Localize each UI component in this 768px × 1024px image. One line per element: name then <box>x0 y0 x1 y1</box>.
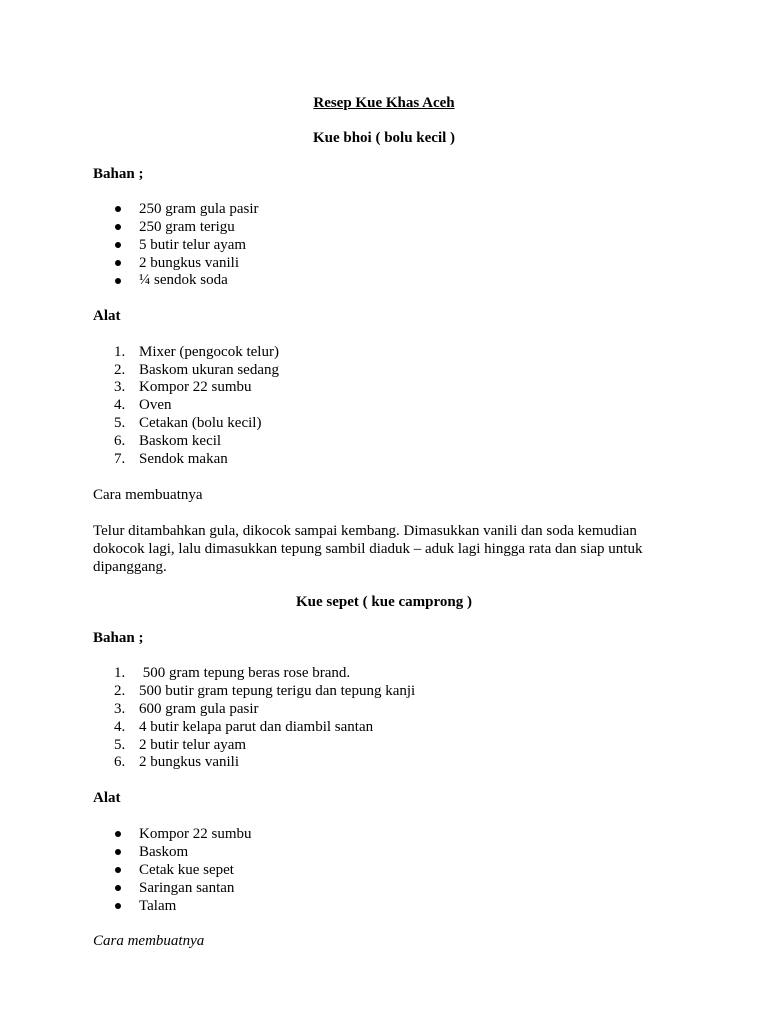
list-item: 500 butir gram tepung terigu dan tepung kanji <box>139 683 416 699</box>
bullet-icon <box>115 867 121 873</box>
list-number: 2. <box>114 362 126 378</box>
list-item: 600 gram gula pasir <box>139 701 259 717</box>
list-number: 7. <box>114 451 126 467</box>
bullet-icon <box>115 224 121 230</box>
recipe2-bahan-heading: Bahan ; <box>93 630 144 646</box>
list-item: 2 butir telur ayam <box>139 737 247 753</box>
list-item: Baskom <box>139 844 189 860</box>
list-item: 5 butir telur ayam <box>139 237 247 253</box>
list-number: 1. <box>114 665 126 681</box>
bullet-icon <box>115 831 121 837</box>
bullet-icon <box>115 206 121 212</box>
list-item: 250 gram gula pasir <box>139 201 259 217</box>
list-number: 1. <box>114 344 126 360</box>
list-number: 4. <box>114 397 126 413</box>
list-number: 6. <box>114 433 126 449</box>
bullet-icon <box>115 242 121 248</box>
bullet-icon <box>115 885 121 891</box>
bullet-icon <box>115 903 121 909</box>
recipe1-bahan-heading: Bahan ; <box>93 166 144 182</box>
list-item: Mixer (pengocok telur) <box>139 344 279 360</box>
document-title: Resep Kue Khas Aceh <box>313 95 455 111</box>
list-item: Cetak kue sepet <box>139 862 234 878</box>
list-item: Saringan santan <box>139 880 235 896</box>
paragraph-line: dipanggang. <box>93 559 167 575</box>
list-number: 3. <box>114 379 126 395</box>
paragraph-line: dokocok lagi, lalu dimasukkan tepung sambil diaduk – aduk lagi hingga rata dan siap untuk <box>93 541 643 557</box>
list-item: Kompor 22 sumbu <box>139 379 252 395</box>
list-item: 500 gram tepung beras rose brand. <box>139 665 351 681</box>
list-item: Sendok makan <box>139 451 228 467</box>
list-number: 3. <box>114 701 126 717</box>
list-item: Cetakan (bolu kecil) <box>139 415 262 431</box>
bullet-icon <box>115 278 121 284</box>
list-item: Baskom kecil <box>139 433 222 449</box>
list-item: Oven <box>139 397 172 413</box>
recipe2-name: Kue sepet ( kue camprong ) <box>296 594 472 610</box>
list-item: Baskom ukuran sedang <box>139 362 279 378</box>
list-item: 2 bungkus vanili <box>139 754 239 770</box>
bullet-icon <box>115 260 121 266</box>
list-number: 5. <box>114 737 126 753</box>
list-item: ¼ sendok soda <box>139 272 228 288</box>
list-item: 250 gram terigu <box>139 219 235 235</box>
list-number: 4. <box>114 719 126 735</box>
list-item: Talam <box>139 898 177 914</box>
paragraph-line: Telur ditambahkan gula, dikocok sampai kembang. Dimasukkan vanili dan soda kemudian <box>93 523 637 539</box>
recipe2-alat-heading: Alat <box>93 790 121 806</box>
list-item: Kompor 22 sumbu <box>139 826 252 842</box>
recipe2-cara-heading: Cara membuatnya <box>93 933 205 949</box>
recipe1-cara-paragraph <box>93 522 683 576</box>
list-number: 2. <box>114 683 126 699</box>
recipe1-name: Kue bhoi ( bolu kecil ) <box>312 130 456 146</box>
list-number: 6. <box>114 754 126 770</box>
list-item: 4 butir kelapa parut dan diambil santan <box>139 719 374 735</box>
list-item: 2 bungkus vanili <box>139 255 239 271</box>
recipe1-cara-heading: Cara membuatnya <box>93 487 203 503</box>
bullet-icon <box>115 849 121 855</box>
recipe1-alat-heading: Alat <box>93 308 121 324</box>
list-number: 5. <box>114 415 126 431</box>
